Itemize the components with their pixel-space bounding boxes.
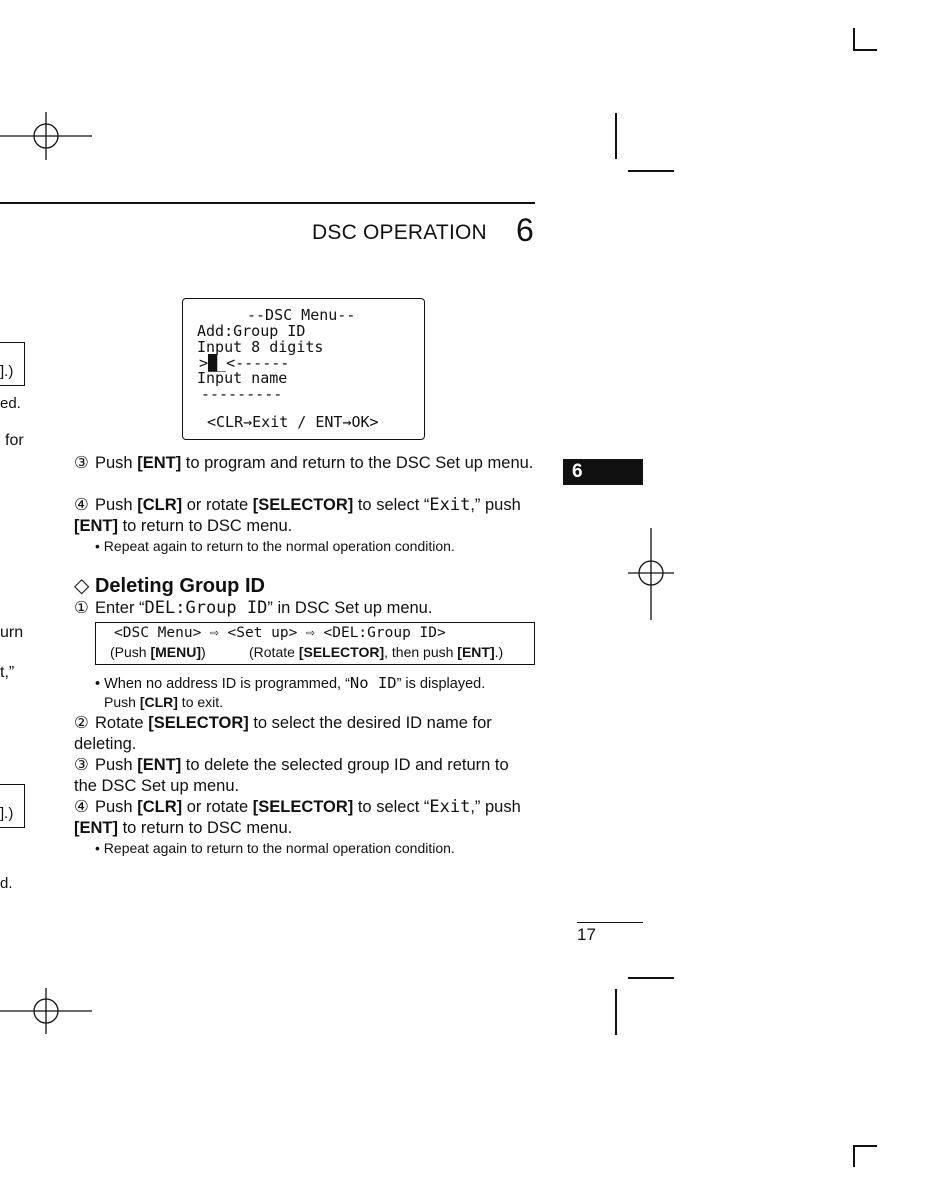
registration-target-left-top [0, 112, 92, 160]
left-fragment-text: ].) [0, 805, 14, 822]
left-fragment-text: ed. [0, 395, 21, 412]
note-no-id: • When no address ID is programmed, “No ID” is displayed. [95, 674, 486, 692]
diamond-icon: ◇ [74, 575, 90, 597]
step-4-top: ④ Push [CLR] or rotate [SELECTOR] to select “Exit,” push [ENT] to return to DSC menu. [74, 495, 521, 535]
left-fragment-text: d. [0, 875, 13, 892]
lcd-line: Input 8 digits [197, 338, 324, 356]
note-bottom: • Repeat again to return to the normal operation condition. [95, 840, 455, 856]
step-2: ② Rotate [SELECTOR] to select the desired ID name for deleting. [74, 714, 492, 753]
left-fragment-text: urn [0, 624, 24, 641]
menu-path-box [95, 622, 535, 665]
menu-path-rotate: (Rotate [SELECTOR], then push [ENT].) [249, 644, 504, 660]
section-heading-text: Deleting Group ID [94, 575, 265, 597]
menu-path-row: <DSC Menu> ⇨ <Set up> ⇨ <DEL:Group ID> [114, 625, 446, 641]
note-no-id-line2: Push [CLR] to exit. [104, 694, 224, 710]
lcd-screen [182, 298, 425, 440]
step-1: ① Enter “DEL:Group ID” in DSC Set up menu. [74, 598, 433, 618]
lcd-line: >█_<------ [199, 354, 290, 372]
left-fragment-text: ].) [0, 363, 14, 380]
chapter-tab [563, 459, 643, 485]
menu-path-push: (Push [MENU]) [110, 644, 206, 660]
lcd-line: Input name [197, 369, 288, 387]
section-heading [74, 573, 265, 598]
registration-target-left-bottom [0, 988, 92, 1034]
page-number: 17 [577, 925, 596, 944]
step-3-top: ③ Push [ENT] to program and return to the DSC Set up menu. [74, 454, 534, 472]
step-3: ③ Push [ENT] to delete the selected group ID and return to the DSC Set up menu. [74, 756, 509, 795]
chapter-tab-label: 6 [572, 461, 583, 482]
lcd-line: Add:Group ID [197, 322, 306, 340]
step-4: ④ Push [CLR] or rotate [SELECTOR] to select “Exit,” push [ENT] to return to DSC menu. [74, 797, 521, 837]
lcd-line: <CLR→Exit / ENT→OK> [207, 413, 379, 431]
section-title: DSC OPERATION [312, 221, 487, 244]
registration-target-right-middle [628, 528, 674, 620]
page-number-rule [577, 922, 643, 923]
header-rule [0, 202, 535, 204]
chapter-number: 6 [516, 212, 534, 248]
lcd-line-title: --DSC Menu-- [247, 306, 356, 324]
lcd-line: --------- [201, 385, 283, 403]
left-fragment-text: t,” [0, 664, 15, 681]
note-top: • Repeat again to return to the normal operation condition. [95, 538, 455, 554]
left-fragment-text: for [5, 432, 24, 449]
